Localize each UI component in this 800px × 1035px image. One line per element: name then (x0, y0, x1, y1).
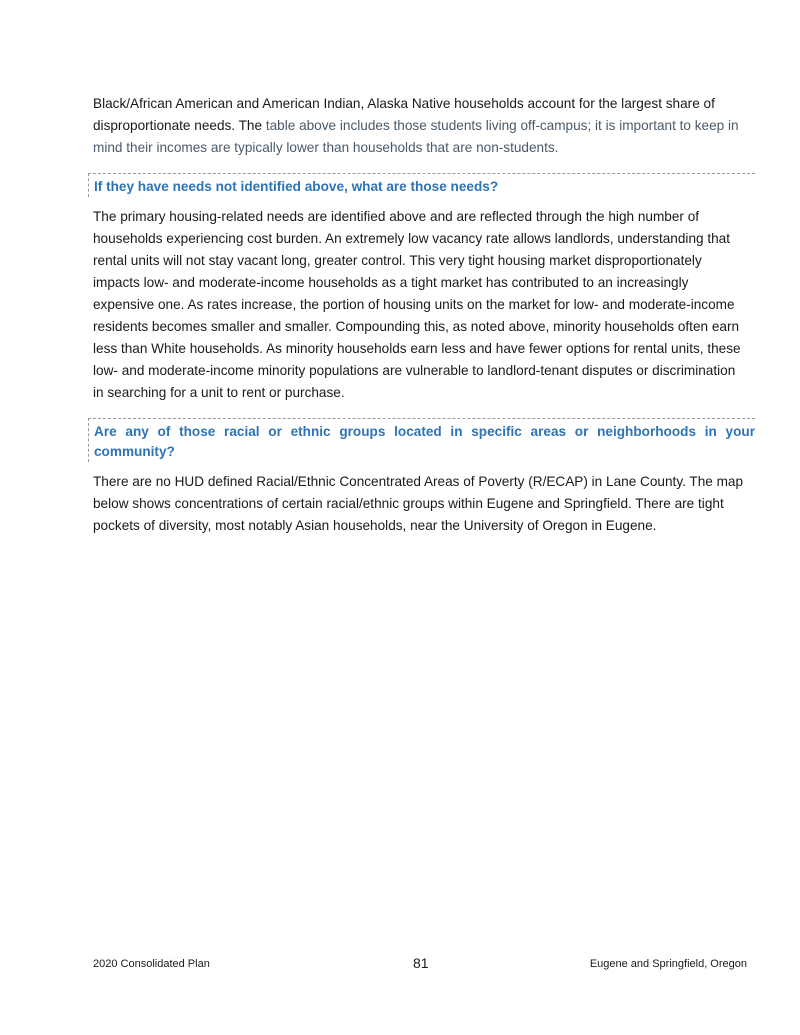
groups-paragraph: There are no HUD defined Racial/Ethnic Concentrated Areas of Poverty (R/ECAP) in Lane County. The map below shows concentrations of certain racial/ethnic groups within Eugene and Springfield. There are tight pockets of diversity, most notably Asian households, near the University of Oregon in Eugene. (93, 474, 744, 533)
intro-paragraph (93, 93, 749, 159)
intro-text-muted: table above includes those students living off-campus; it is important to keep in mind their incomes are typically lower than households that are non-students. (93, 118, 739, 155)
page-number: 81 (413, 955, 429, 971)
question-groups-heading: Are any of those racial or ethnic groups located in specific areas or neighborhoods in your community? (88, 418, 755, 462)
intro-text: Black/African American and American Indian, Alaska Native households account for the largest share of disproportionate needs. The (93, 96, 715, 133)
needs-paragraph: The primary housing-related needs are identified above and are reflected through the high number of households experiencing cost burden. An extremely low vacancy rate allows landlords, understanding that rental units will not stay vacant long, greater control. This very tight housing market disproportionately impacts low- and moderate-income households as a tight market has contributed to an increasingly expensive one. As rates increase, the portion of housing units on the market for low- and moderate-income residents becomes smaller and smaller. Compounding this, as noted above, minority households often earn less than White households. As minority households earn less and have fewer options for rental units, these low- and moderate-income minority populations are vulnerable to landlord-tenant disputes or discrimination in searching for a unit to rent or purchase. (93, 209, 741, 400)
footer-location: Eugene and Springfield, Oregon (589, 958, 747, 970)
footer-plan-title: 2020 Consolidated Plan (93, 958, 210, 970)
question-needs-heading: If they have needs not identified above, what are those needs? (88, 173, 755, 197)
